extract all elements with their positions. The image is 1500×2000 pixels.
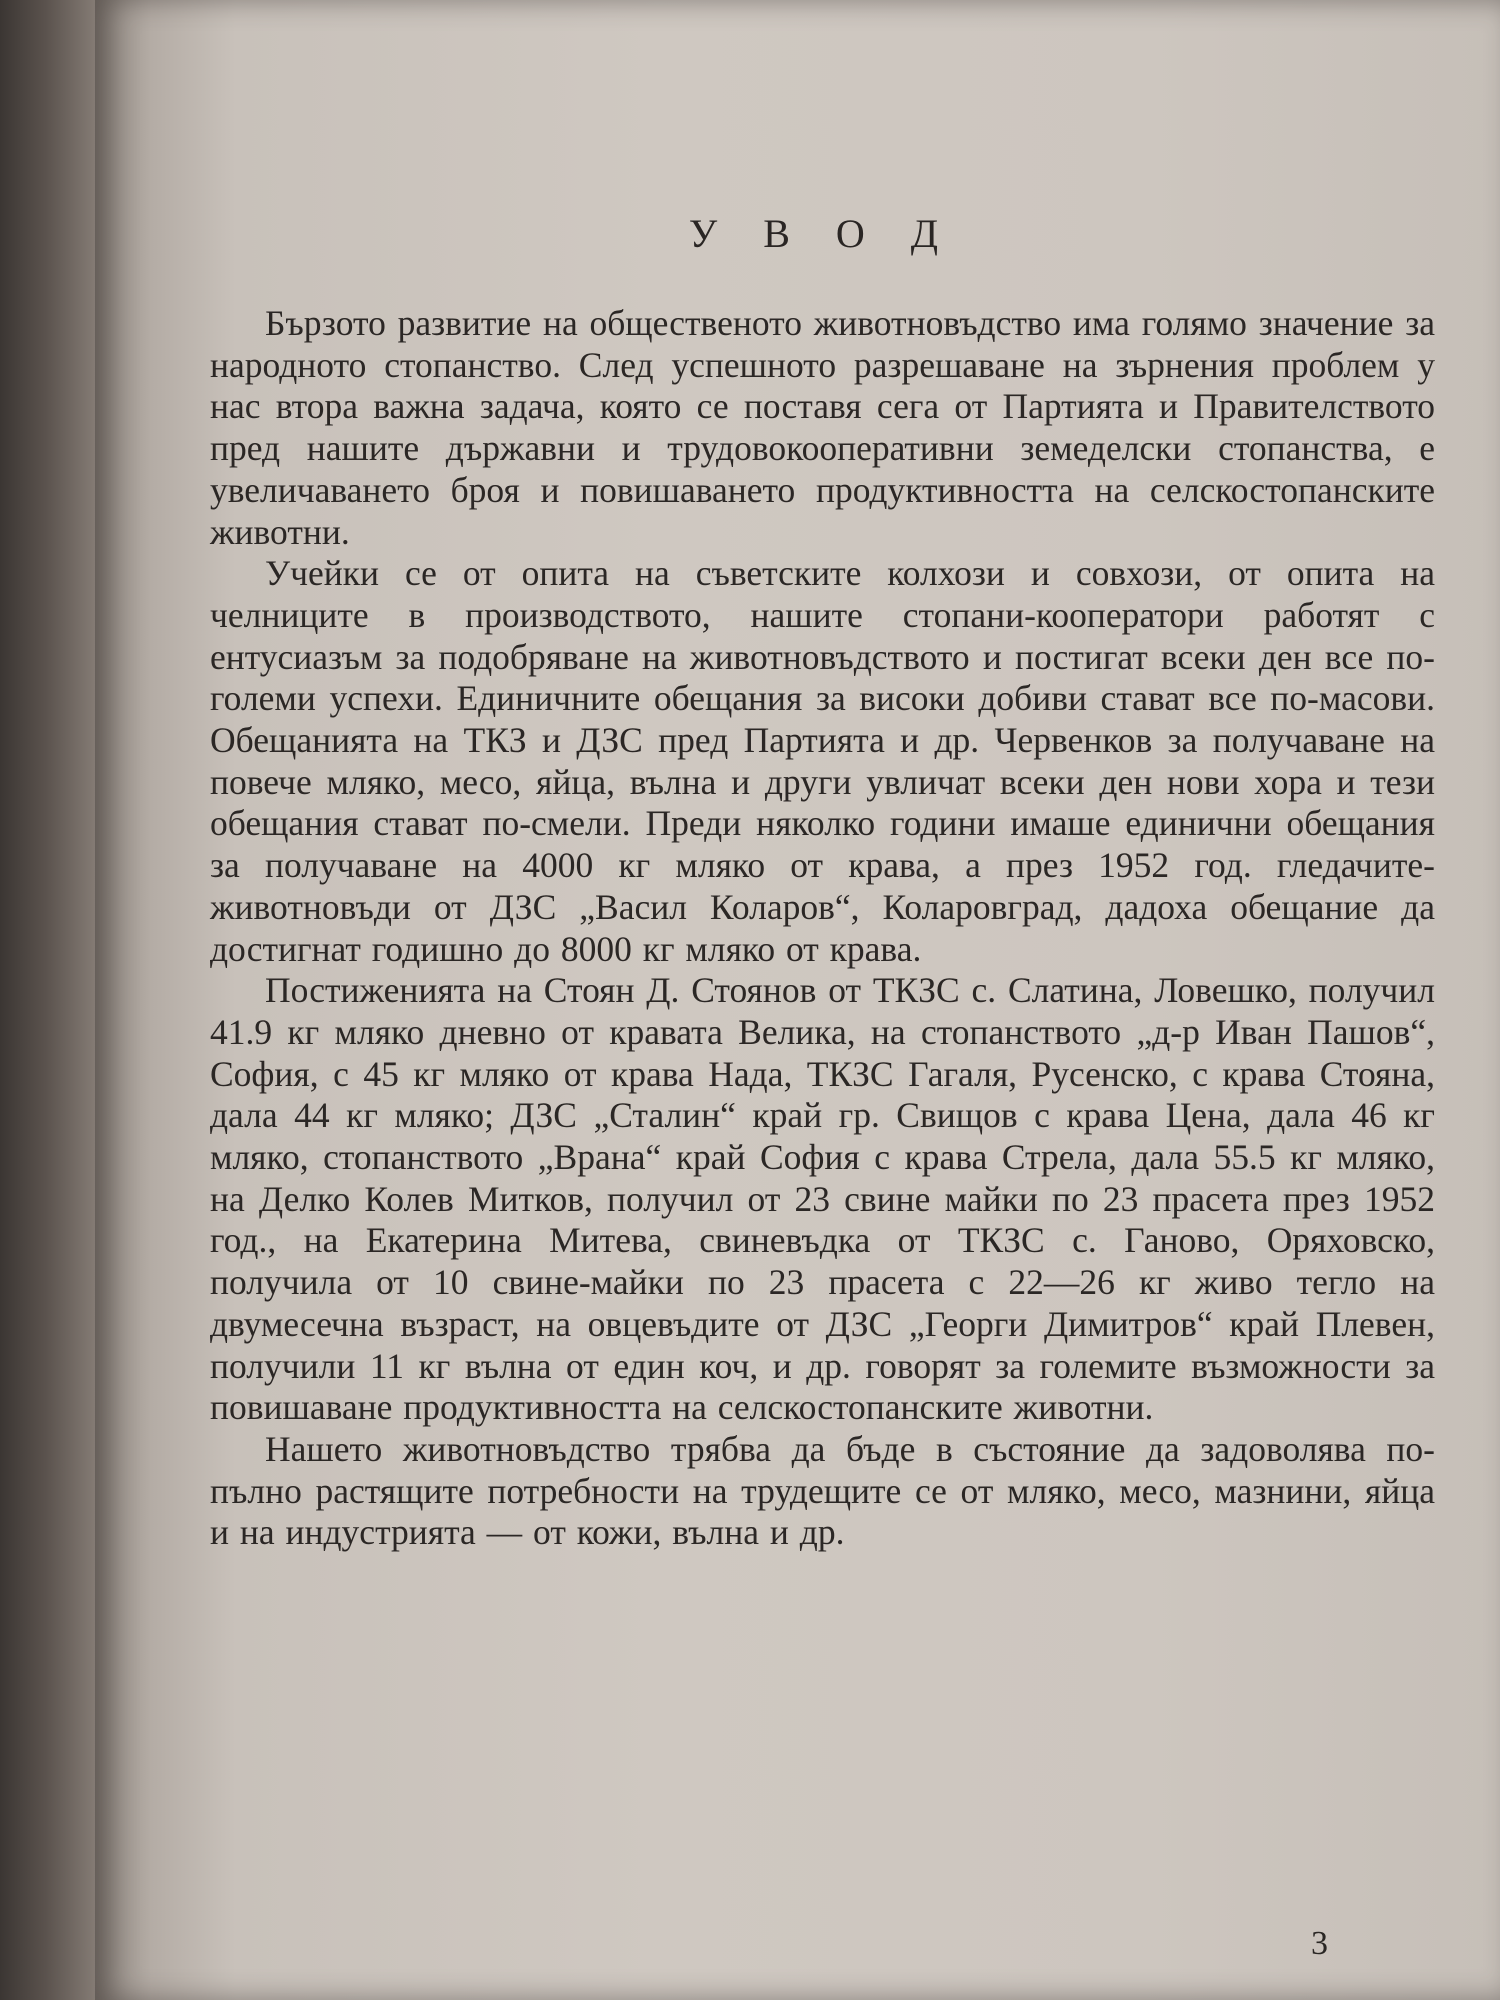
chapter-title: У В О Д <box>688 211 957 256</box>
page-number: 3 <box>1311 1925 1328 1962</box>
paragraph-2: Учейки се от опита на съветските колхози и совхози, от опита на челниците в производството, нашите стопани-кооператори работят с ентусиазъм за подобряване на животновъдството и постигат всеки ден все по-големи успехи. Единичните обещания за високи добиви стават все по-масови. Обещанията на ТКЗ и ДЗС пред Партията и др. Червенков за получаване на повече мляко, месо, яйца, вълна и други увличат всеки ден нови хора и тези обещания стават по-смели. Преди няколко години имаше единични обещания за получаване на 4000 кг мляко от крава, а през 1952 год. гледачите-животновъди от ДЗС „Васил Коларов“, Коларовград, дадоха обещание да достигнат годишно до 8000 кг мляко от крава. <box>210 553 1435 969</box>
paragraph-3: Постиженията на Стоян Д. Стоянов от ТКЗС с. Слатина, Ловешко, получил 41.9 кг мляко дневно от кравата Велика, на стопанството „д-р Иван Пашов“, София, с 45 кг мляко от крава Нада, ТКЗС Гагаля, Русенско, с крава Стояна, дала 44 кг мляко; ДЗС „Сталин“ край гр. Свищов с крава Цена, дала 46 кг мляко, стопанството „Врана“ край София с крава Стрела, дала 55.5 кг мляко, на Делко Колев Митков, получил от 23 свине майки по 23 прасета през 1952 год., на Екатерина Митева, свиневъдка от ТКЗС с. Ганово, Оряховско, получила от 10 свине-майки по 23 прасета с 22—26 кг живо тегло на двумесечна възраст, на овцевъдите от ДЗС „Георги Димитров“ край Плевен, получили 11 кг вълна от един коч, и др. говорят за големите възможности за повишаване продуктивността на селскостопанските животни. <box>210 970 1435 1428</box>
page-text-block <box>210 210 1435 1554</box>
paragraph-4: Нашето животновъдство трябва да бъде в състояние да задоволява по-пълно растящите потребности на трудещите се от мляко, месо, мазнини, яйца и на индустрията — от кожи, вълна и др. <box>210 1428 1435 1553</box>
paragraph-1: Бързото развитие на общественото животновъдство има голямо значение за народното стопанство. След успешното разрешаване на зърнения проблем у нас втора важна задача, която се поставя сега от Партията и Правителството пред нашите държавни и трудовокооперативни земеделски стопанства, е увеличаването броя и повишаването продуктивността на селскостопанските животни. <box>210 303 1435 552</box>
book-page <box>95 0 1500 2000</box>
